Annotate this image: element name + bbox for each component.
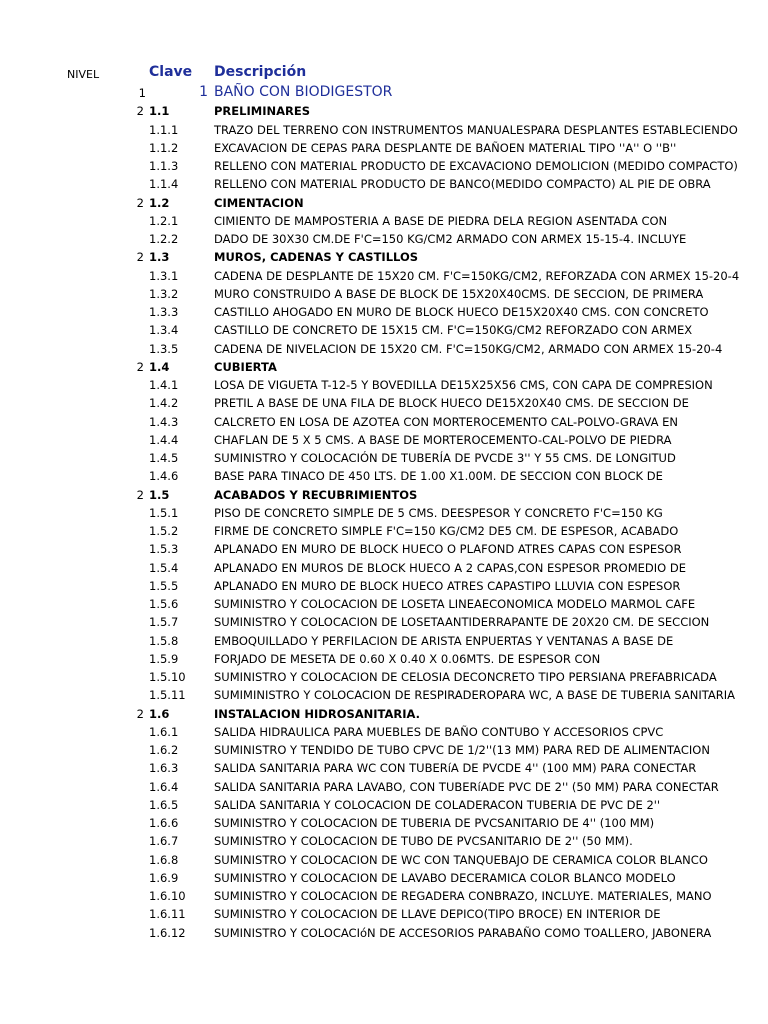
description-cell: SUMINISTRO Y COLOCACION DE LOSETAANTIDERRAPANTE DE 20X20 CM. DE SECCION (214, 615, 710, 630)
concept-row (0, 139, 768, 157)
description-cell: CADENA DE DESPLANTE DE 15X20 CM. F'C=150KG/CM2, REFORZADA CON ARMEX 15-20-4 (214, 268, 740, 283)
concept-row (0, 522, 768, 540)
clave-cell: 1.1.3 (149, 159, 179, 173)
clave-cell: 1.1.4 (149, 177, 179, 192)
concept-row (0, 340, 768, 358)
clave-cell: 1.5.5 (149, 578, 179, 593)
description-cell: INSTALACION HIDROSANITARIA. (214, 706, 421, 721)
title-row (0, 84, 768, 102)
clave-cell: 1.1.2 (149, 140, 179, 155)
description-cell: CASTILLO DE CONCRETO DE 15X15 CM. F'C=150KG/CM2 REFORZADO CON ARMEX (214, 323, 693, 338)
clave-cell: 1.5.7 (149, 615, 179, 630)
concept-row (0, 905, 768, 923)
description-cell: EMBOQUILLADO Y PERFILACION DE ARISTA ENPUERTAS Y VENTANAS A BASE DE (214, 633, 674, 648)
description-cell: CASTILLO AHOGADO EN MURO DE BLOCK HUECO DE15X20X40 CMS. CON CONCRETO (214, 305, 709, 319)
clave-cell: 1.6.11 (149, 907, 186, 922)
concept-row (0, 668, 768, 686)
concept-row (0, 869, 768, 887)
clave-cell: 1.4.2 (149, 396, 179, 411)
section-row (0, 194, 768, 212)
clave-cell: 1.6.10 (149, 889, 186, 903)
description-cell: RELLENO CON MATERIAL PRODUCTO DE EXCAVACIONO DEMOLICION (MEDIDO COMPACTO) (214, 159, 738, 173)
description-cell: SUMINISTRO Y COLOCACION DE CELOSIA DECONCRETO TIPO PERSIANA PREFABRICADA (214, 670, 717, 684)
clave-cell: 1.3.4 (149, 323, 179, 338)
description-cell: FIRME DE CONCRETO SIMPLE F'C=150 KG/CM2 DE5 CM. DE ESPESOR, ACABADO (214, 524, 679, 538)
description-cell: SUMIMINISTRO Y COLOCACION DE RESPIRADEROPARA WC, A BASE DE TUBERIA SANITARIA (214, 688, 736, 703)
clave-cell: 1.5.8 (149, 633, 179, 648)
concept-row (0, 559, 768, 577)
concept-row (0, 723, 768, 741)
clave-cell: 1.4.3 (149, 414, 179, 429)
concept-row (0, 832, 768, 850)
description-cell: DADO DE 30X30 CM.DE F'C=150 KG/CM2 ARMADO CON ARMEX 15-15-4. INCLUYE (214, 232, 687, 246)
clave-cell: 1.6.7 (149, 834, 179, 849)
description-cell: SUMINISTRO Y COLOCACION DE LLAVE DEPICO(TIPO BROCE) EN INTERIOR DE (214, 907, 661, 922)
clave-cell: 1.6 (149, 706, 170, 721)
description-cell: SALIDA SANITARIA Y COLOCACION DE COLADERACON TUBERIA DE PVC DE 2'' (214, 797, 661, 812)
clave-cell: 1.6.9 (149, 870, 179, 885)
description-cell: BAÑO CON BIODIGESTOR (214, 84, 393, 100)
description-cell: SUMINISTRO Y COLOCACION DE TUBO DE PVCSANITARIO DE 2'' (50 MM). (214, 834, 633, 849)
clave-cell: 1.2.1 (149, 213, 179, 228)
level-cell: 2 (136, 359, 144, 374)
description-cell: BASE PARA TINACO DE 450 LTS. DE 1.00 X1.00M. DE SECCION CON BLOCK DE (214, 469, 663, 484)
description-cell: TRAZO DEL TERRENO CON INSTRUMENTOS MANUALESPARA DESPLANTES ESTABLECIENDO (214, 122, 738, 137)
level-cell: 2 (136, 250, 144, 265)
clave-cell: 1.5.10 (149, 670, 186, 684)
description-cell: SUMINISTRO Y COLOCACIÓN DE TUBERÍA DE PVCDE 3'' Y 55 CMS. DE LONGITUD (214, 451, 676, 465)
clave-cell: 1.5.3 (149, 542, 179, 557)
description-cell: EXCAVACION DE CEPAS PARA DESPLANTE DE BAÑOEN MATERIAL TIPO ''A'' O ''B'' (214, 140, 677, 155)
concept-row (0, 759, 768, 777)
clave-cell: 1.4.5 (149, 451, 179, 465)
level-cell: 2 (136, 487, 144, 502)
concept-row (0, 175, 768, 193)
concept-row (0, 285, 768, 303)
description-cell: APLANADO EN MURO DE BLOCK HUECO ATRES CAPASTIPO LLUVIA CON ESPESOR (214, 578, 681, 593)
concept-row (0, 267, 768, 285)
description-cell: PRETIL A BASE DE UNA FILA DE BLOCK HUECO DE15X20X40 CMS. DE SECCION DE (214, 396, 689, 411)
description-cell: ACABADOS Y RECUBRIMIENTOS (214, 487, 418, 502)
level-cell: 2 (136, 104, 144, 119)
concept-row (0, 394, 768, 412)
description-cell: PISO DE CONCRETO SIMPLE DE 5 CMS. DEESPESOR Y CONCRETO F'C=150 KG (214, 505, 663, 520)
clave-cell: 1.5.2 (149, 524, 179, 538)
clave-cell: 1.6.8 (149, 852, 179, 867)
concept-row (0, 303, 768, 321)
concept-row (0, 613, 768, 631)
clave-cell: 1.2 (149, 195, 170, 210)
clave-cell: 1.4 (149, 359, 170, 374)
concept-row (0, 851, 768, 869)
clave-cell: 1 (199, 84, 208, 100)
description-cell: CIMENTACION (214, 195, 304, 210)
level-cell: 1 (138, 86, 146, 100)
description-cell: CIMIENTO DE MAMPOSTERIA A BASE DE PIEDRA DELA REGION ASENTADA CON (214, 213, 668, 228)
description-cell: SUMINISTRO Y COLOCACION DE WC CON TANQUEBAJO DE CERAMICA COLOR BLANCO (214, 852, 708, 867)
concept-row (0, 778, 768, 796)
concept-row (0, 924, 768, 942)
clave-cell: 1.4.6 (149, 469, 179, 484)
column-header-row (0, 64, 768, 84)
description-cell: SUMINISTRO Y COLOCACIóN DE ACCESORIOS PARABAÑO COMO TOALLERO, JABONERA (214, 925, 712, 940)
clave-cell: 1.5.1 (149, 505, 179, 520)
description-cell: SALIDA SANITARIA PARA LAVABO, CON TUBERíADE PVC DE 2'' (50 MM) PARA CONECTAR (214, 779, 719, 794)
clave-cell: 1.3.5 (149, 341, 179, 356)
concept-row (0, 632, 768, 650)
clave-cell: 1.3.3 (149, 305, 179, 319)
concept-row (0, 504, 768, 522)
clave-cell: 1.1.1 (149, 122, 179, 137)
concept-row (0, 686, 768, 704)
concept-row (0, 467, 768, 485)
description-cell: APLANADO EN MURO DE BLOCK HUECO O PLAFOND ATRES CAPAS CON ESPESOR (214, 542, 682, 557)
clave-cell: 1.3.1 (149, 268, 179, 283)
section-row (0, 102, 768, 120)
clave-cell: 1.3 (149, 250, 170, 265)
clave-cell: 1.5.4 (149, 560, 179, 575)
descripcion-header: Descripción (214, 64, 307, 80)
section-row (0, 358, 768, 376)
clave-cell: 1.2.2 (149, 232, 179, 246)
clave-cell: 1.4.1 (149, 378, 179, 392)
level-cell: 2 (136, 195, 144, 210)
concept-row (0, 741, 768, 759)
section-row (0, 705, 768, 723)
clave-cell: 1.6.3 (149, 761, 179, 776)
description-cell: CADENA DE NIVELACION DE 15X20 CM. F'C=150KG/CM2, ARMADO CON ARMEX 15-20-4 (214, 341, 723, 356)
description-cell: CHAFLAN DE 5 X 5 CMS. A BASE DE MORTEROCEMENTO-CAL-POLVO DE PIEDRA (214, 432, 672, 447)
clave-header: Clave (149, 64, 193, 80)
nivel-header: NIVEL (67, 68, 100, 81)
concept-row (0, 814, 768, 832)
description-cell: SUMINISTRO Y COLOCACION DE TUBERIA DE PVCSANITARIO DE 4'' (100 MM) (214, 816, 655, 830)
concept-row (0, 577, 768, 595)
description-cell: LOSA DE VIGUETA T-12-5 Y BOVEDILLA DE15X25X56 CMS, CON CAPA DE COMPRESION (214, 378, 713, 392)
description-cell: SUMINISTRO Y COLOCACION DE REGADERA CONBRAZO, INCLUYE. MATERIALES, MANO (214, 889, 712, 903)
description-cell: MUROS, CADENAS Y CASTILLOS (214, 250, 419, 265)
concept-row (0, 376, 768, 394)
description-cell: CALCRETO EN LOSA DE AZOTEA CON MORTEROCEMENTO CAL-POLVO-GRAVA EN (214, 414, 679, 429)
section-row (0, 248, 768, 266)
concept-row (0, 540, 768, 558)
concept-row (0, 321, 768, 339)
concept-row (0, 157, 768, 175)
concept-row (0, 230, 768, 248)
section-row (0, 486, 768, 504)
concept-row (0, 595, 768, 613)
concept-row (0, 212, 768, 230)
concept-row (0, 650, 768, 668)
description-cell: SALIDA SANITARIA PARA WC CON TUBERíA DE PVCDE 4'' (100 MM) PARA CONECTAR (214, 761, 697, 776)
concept-list (0, 84, 768, 942)
clave-cell: 1.5.6 (149, 597, 179, 611)
description-cell: SUMINISTRO Y TENDIDO DE TUBO CPVC DE 1/2''(13 MM) PARA RED DE ALIMENTACION (214, 743, 710, 757)
clave-cell: 1.6.12 (149, 925, 186, 940)
description-cell: FORJADO DE MESETA DE 0.60 X 0.40 X 0.06MTS. DE ESPESOR CON (214, 651, 601, 666)
clave-cell: 1.5.11 (149, 688, 186, 703)
description-cell: APLANADO EN MUROS DE BLOCK HUECO A 2 CAPAS,CON ESPESOR PROMEDIO DE (214, 560, 686, 575)
level-cell: 2 (136, 706, 144, 721)
description-cell: MURO CONSTRUIDO A BASE DE BLOCK DE 15X20X40CMS. DE SECCION, DE PRIMERA (214, 286, 704, 301)
clave-cell: 1.6.1 (149, 724, 179, 739)
concept-row (0, 887, 768, 905)
description-cell: RELLENO CON MATERIAL PRODUCTO DE BANCO(MEDIDO COMPACTO) AL PIE DE OBRA (214, 177, 711, 192)
concept-row (0, 121, 768, 139)
clave-cell: 1.1 (149, 104, 170, 119)
clave-cell: 1.6.2 (149, 743, 179, 757)
description-cell: SALIDA HIDRAULICA PARA MUEBLES DE BAÑO CONTUBO Y ACCESORIOS CPVC (214, 724, 664, 739)
description-cell: CUBIERTA (214, 359, 277, 374)
clave-cell: 1.6.4 (149, 779, 179, 794)
clave-cell: 1.4.4 (149, 432, 179, 447)
concept-row (0, 796, 768, 814)
clave-cell: 1.3.2 (149, 286, 179, 301)
concept-row (0, 413, 768, 431)
clave-cell: 1.5.9 (149, 651, 179, 666)
description-cell: PRELIMINARES (214, 104, 310, 119)
clave-cell: 1.6.5 (149, 797, 179, 812)
clave-cell: 1.6.6 (149, 816, 179, 830)
description-cell: SUMINISTRO Y COLOCACION DE LAVABO DECERAMICA COLOR BLANCO MODELO (214, 870, 676, 885)
concept-row (0, 431, 768, 449)
clave-cell: 1.5 (149, 487, 170, 502)
description-cell: SUMINISTRO Y COLOCACION DE LOSETA LINEAECONOMICA MODELO MARMOL CAFE (214, 597, 696, 611)
concept-row (0, 449, 768, 467)
